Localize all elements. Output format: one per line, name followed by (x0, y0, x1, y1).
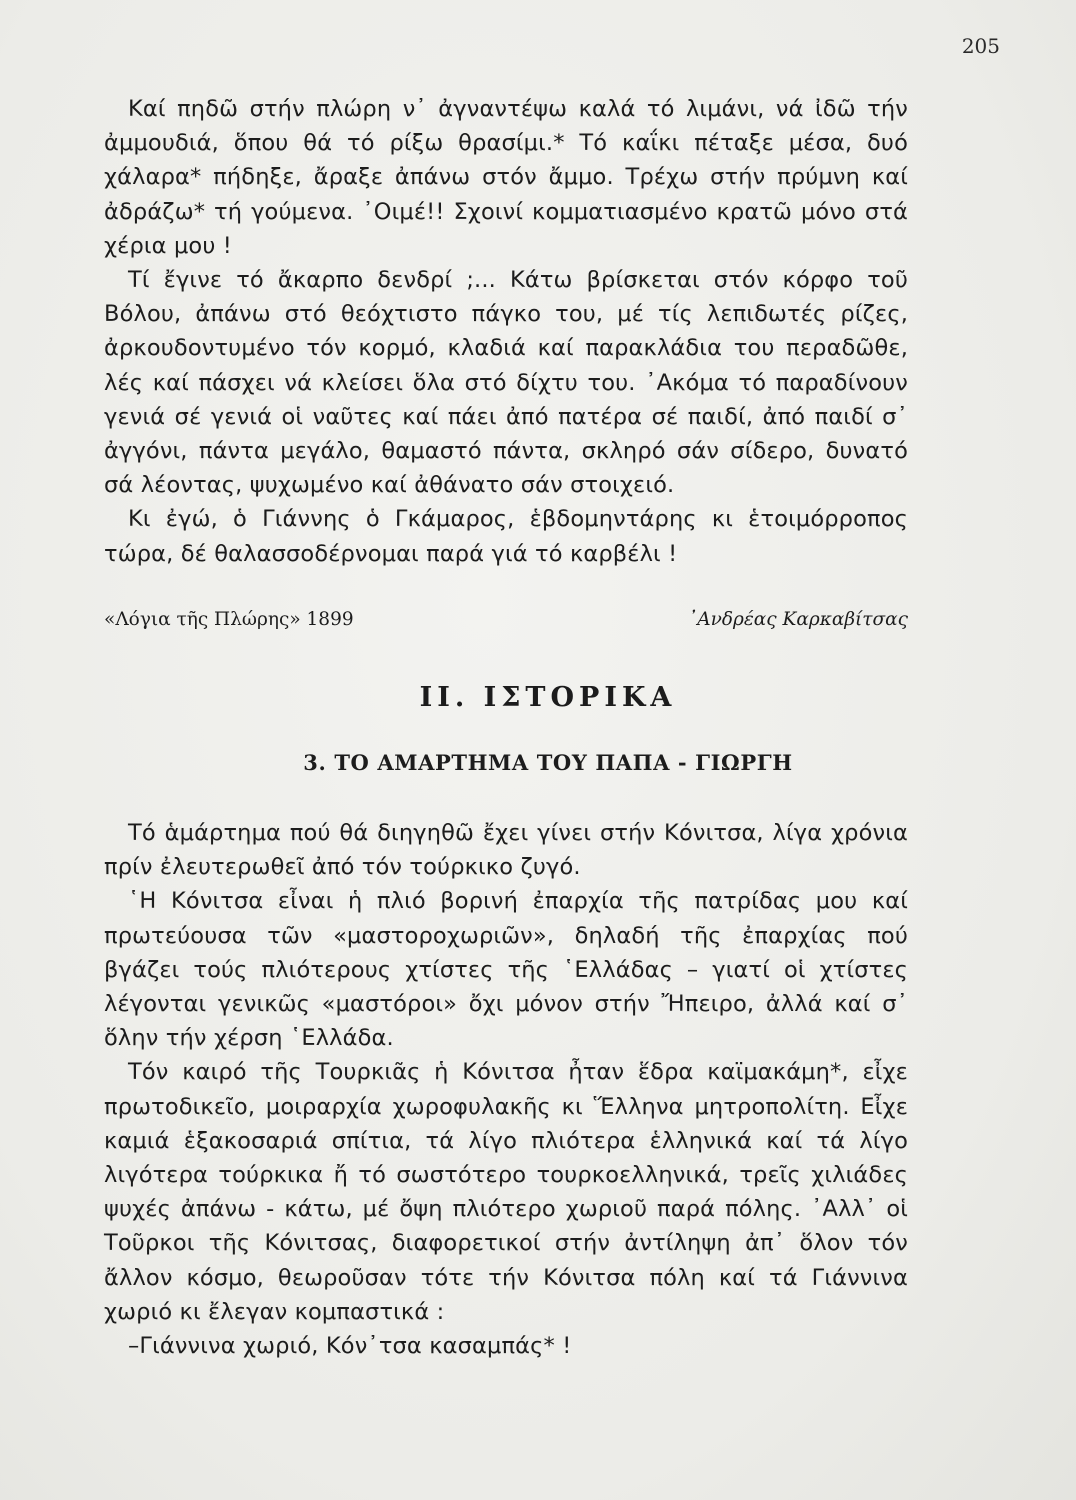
section-heading: ΙΙ. ΙΣΤΟΡΙΚΑ (419, 682, 677, 713)
excerpt-attribution (104, 603, 908, 637)
chapter-title: 3. ΤΟ ΑΜΑΡΤΗΜΑ ΤΟΥ ΠΑΠΑ - ΓΙΩΡΓΗ (303, 750, 793, 775)
chapter-body (104, 816, 908, 1363)
page-number: 205 (961, 34, 1000, 58)
chapter-paragraph: ῾Η Κόνιτσα εἶναι ἡ πλιό βορινή ἐπαρχία τῆς πατρίδας μου καί πρωτεύουσα τῶν «μαστοροχωριῶν», δηλαδή τῆς ἐπαρχίας πού βγάζει τούς πλιότερους χτίστες τῆς ῾Ελλάδας – γιατί οἱ χτίστες λέγονται γενικῶς «μαστόροι» ὄχι μόνον στήν Ἤπειρο, ἀλλά καί σ᾽ ὅλην τήν χέρση ῾Ελλάδα. (104, 888, 908, 1052)
chapter-paragraph: Τό ἁμάρτημα πού θά διηγηθῶ ἔχει γίνει στήν Κόνιτσα, λίγα χρόνια πρίν ἐλευτερωθεῖ ἀπό τόν τούρκικο ζυγό. (104, 820, 908, 881)
excerpt-paragraph: Τί ἔγινε τό ἄκαρπο δενδρί ;... Κάτω βρίσκεται στόν κόρφο τοῦ Βόλου, ἀπάνω στό θεόχτιστο πάγκο του, μέ τίς λεπιδωτές ρίζες, ἀρκουδοντυμένο τόν κορμό, κλαδιά καί παρακλάδια του περαδῶθε, λές καί πάσχει νά κλείσει ὅλα στό δίχτυ του. ᾽Ακόμα τό παραδίνουν γενιά σέ γενιά οἱ ναῦτες καί πάει ἀπό πατέρα σέ παιδί, ἀπό παιδί σ᾽ ἀγγόνι, πάντα μεγάλο, θαμαστό πάντα, σκληρό σάν σίδερο, δυνατό σά λέοντας, ψυχωμένο καί ἀθάνατο σάν στοιχειό. (104, 267, 908, 499)
excerpt-source: «Λόγια τῆς Πλώρης» 1899 (104, 609, 354, 630)
excerpt-paragraph: Κι ἐγώ, ὁ Γιάννης ὁ Γκάμαρος, ἑβδομηντάρης κι ἑτοιμόρροπος τώρα, δέ θαλασσοδέρνομαι παρά γιά τό καρβέλι ! (104, 506, 908, 567)
chapter-paragraph: –Γιάννινα χωριό, Κόν᾽τσα κασαμπάς* ! (128, 1333, 572, 1360)
chapter-paragraph: Τόν καιρό τῆς Τουρκιᾶς ἡ Κόνιτσα ἦταν ἕδρα καϊμακάμη*, εἶχε πρωτοδικεῖο, μοιραρχία χωροφυλακῆς κι Ἕλληνα μητροπολίτη. Εἶχε καμιά ἑξακοσαριά σπίτια, τά λίγο πλιότερα ἑλληνικά καί τά λίγο λιγότερα τούρκικα ἤ τό σωστότερο τουρκοελληνικά, τρεῖς χιλιάδες ψυχές ἀπάνω - κάτω, μέ ὄψη πλιότερο χωριοῦ παρά πόλης. ᾽Αλλ᾽ οἱ Τοῦρκοι τῆς Κόνιτσας, διαφορετικοί στήν ἀντίληψη ἀπ᾽ ὅλον τόν ἄλλον κόσμο, θεωροῦσαν τότε τήν Κόνιτσα πόλη καί τά Γιάννινα χωριό κι ἔλεγαν κομπαστικά : (104, 1059, 908, 1325)
excerpt-paragraph: Καί πηδῶ στήν πλώρη ν᾽ ἀγναντέψω καλά τό λιμάνι, νά ἰδῶ τήν ἀμμουδιά, ὅπου θά τό ρίξω θρασίμι.* Τό καΐκι πέταξε μέσα, δυό χάλαρα* πήδηξε, ἄραξε ἀπάνω στόν ἄμμο. Τρέχω στήν πρύμνη καί ἀδράζω* τή γούμενα. ᾽Οιμέ!! Σχοινί κομματιασμένο κρατῶ μόνο στά χέρια μου ! (104, 96, 908, 259)
excerpt-body (104, 92, 908, 571)
excerpt-author: ᾽Ανδρέας Καρκαβίτσας (687, 609, 908, 630)
